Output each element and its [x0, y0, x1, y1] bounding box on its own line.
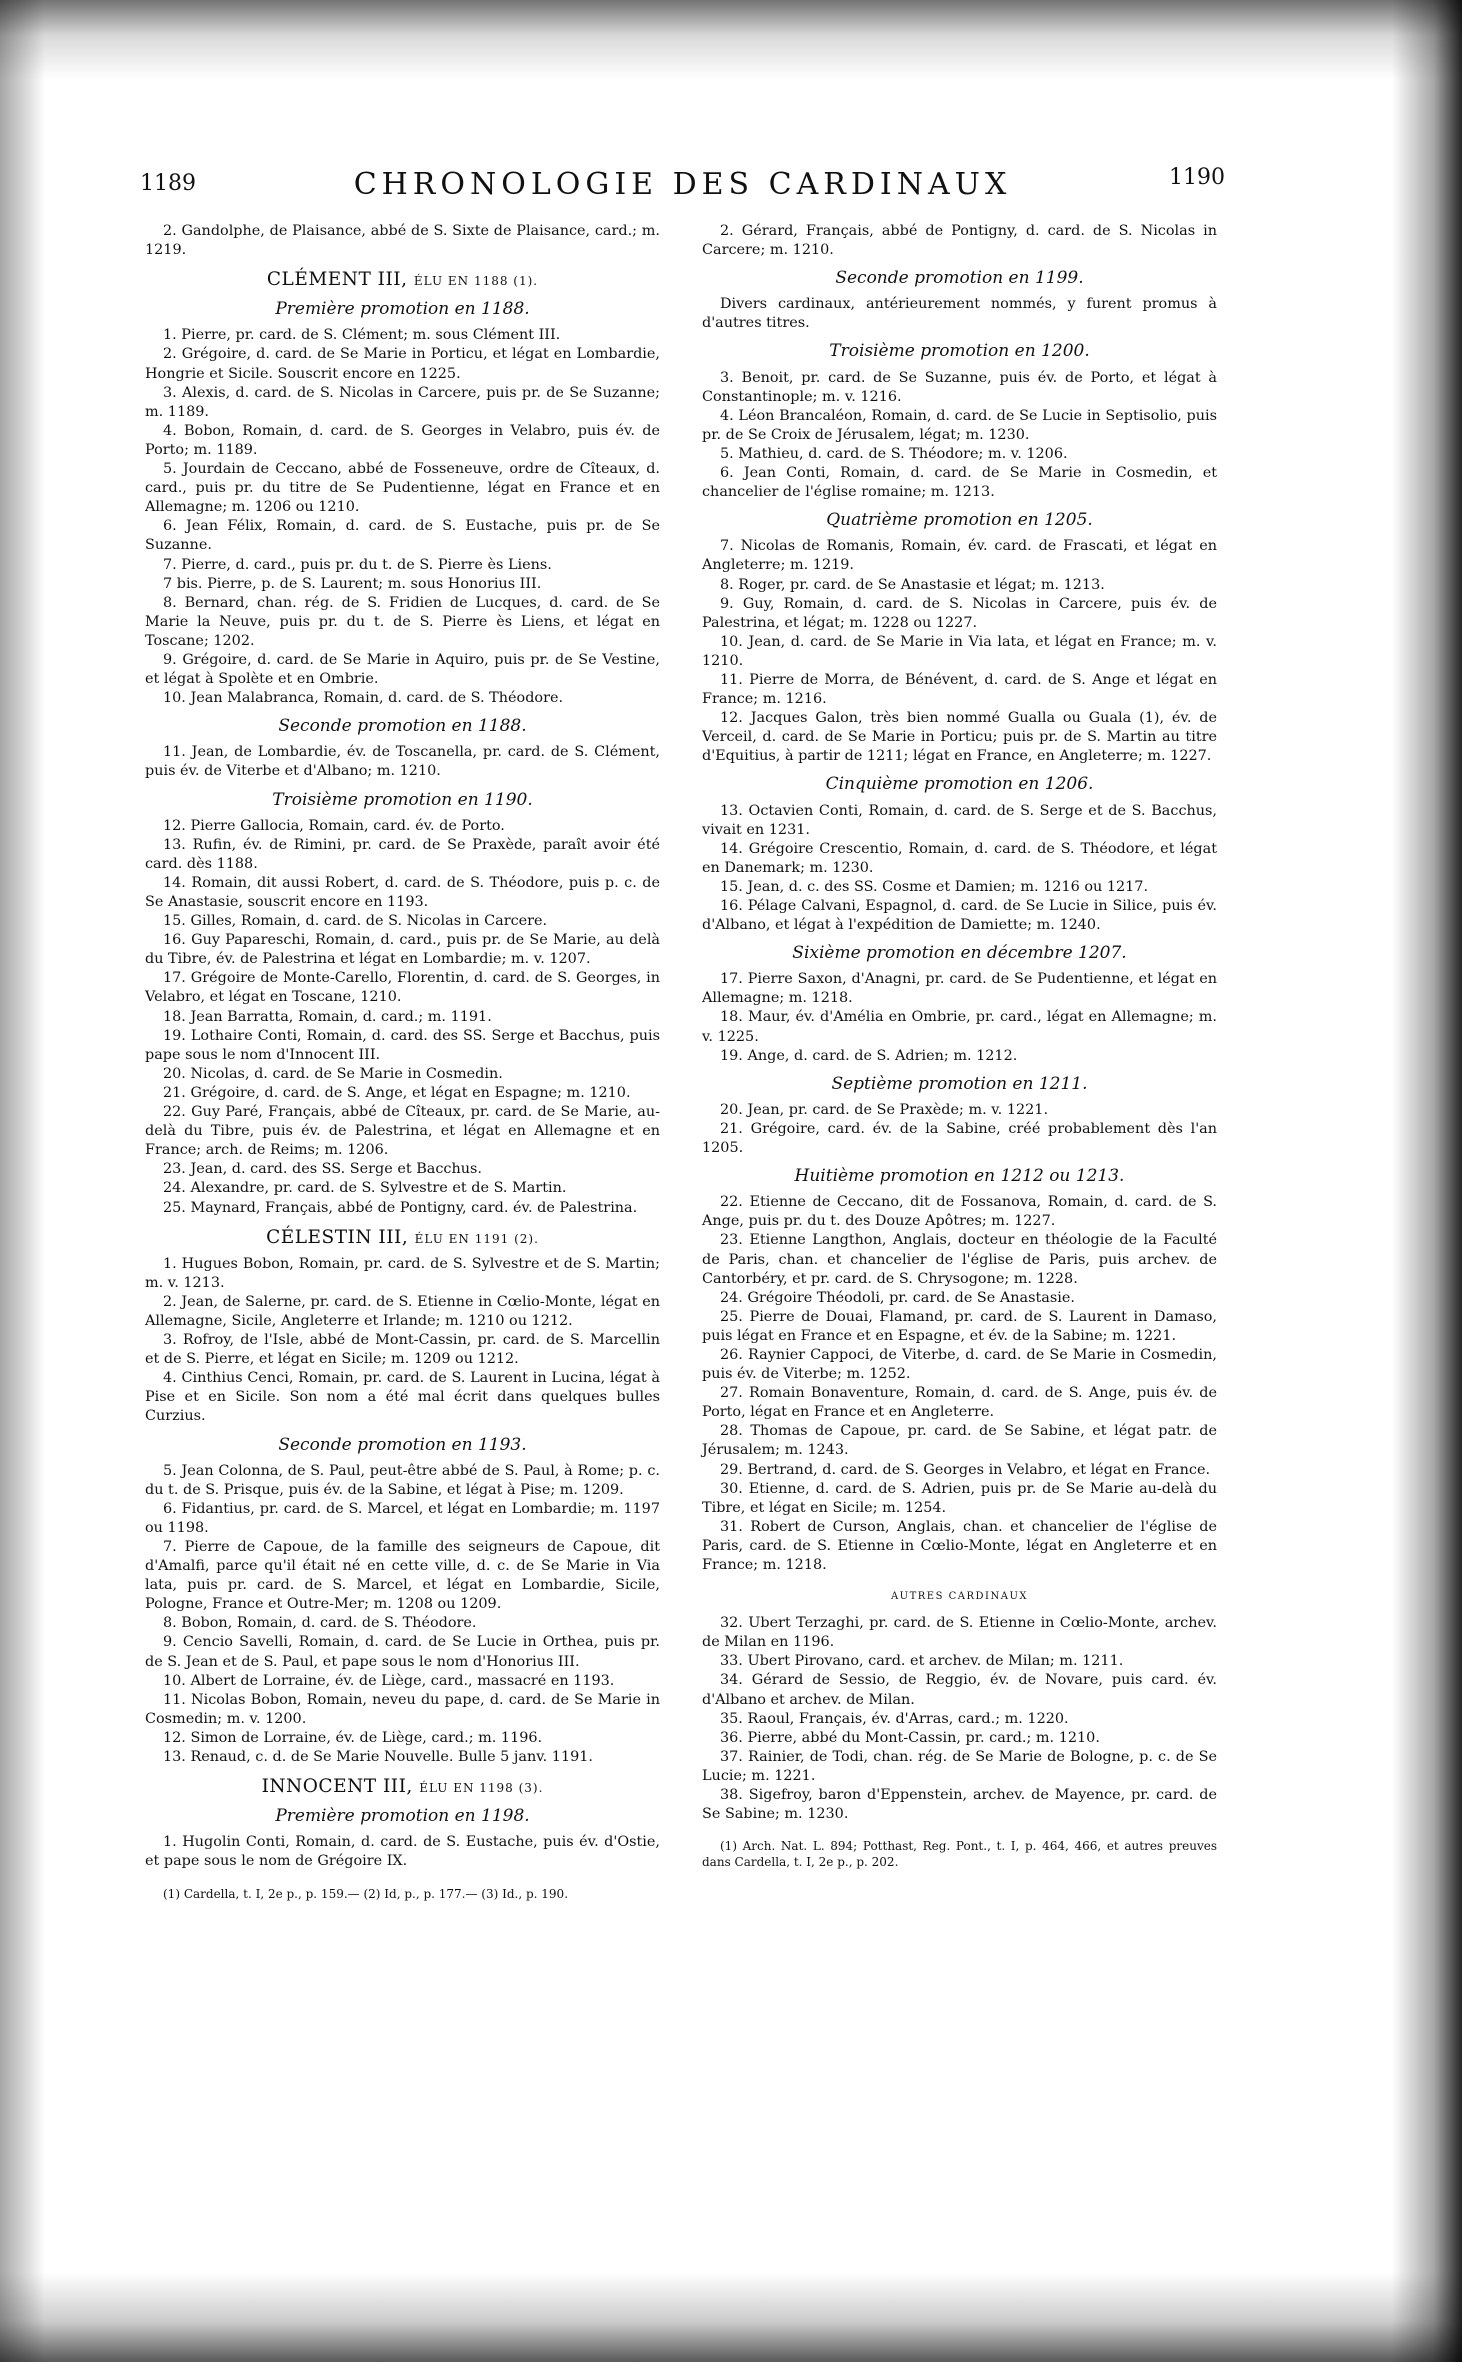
- entry: 26. Raynier Cappoci, de Viterbe, d. card. de Se Marie in Cosmedin, puis év. de Viterbe; m. 1252.: [702, 1346, 1217, 1383]
- entry: 9. Cencio Savelli, Romain, d. card. de Se Lucie in Orthea, puis pr. de S. Jean et de S. Paul, et pape sous le nom d'Honorius III.: [145, 1634, 660, 1670]
- entry: 21. Grégoire, d. card. de S. Ange, et légat en Espagne; m. 1210.: [163, 1084, 631, 1101]
- scan-edge-left: [0, 0, 45, 2362]
- entry: 12. Jacques Galon, très bien nommé Gualla ou Guala (1), év. de Verceil, d. card. de Se Marie in Porticu; puis pr. de S. Martin au titre d'Equitius, à partir de 1211; légat en France, en Angleterre; m. 1227.: [702, 710, 1217, 765]
- entry: 27. Romain Bonaventure, Romain, d. card. de S. Ange, puis év. de Porto, légat en France et en Angleterre.: [702, 1385, 1217, 1421]
- entry: 19. Lothaire Conti, Romain, d. card. des SS. Serge et Bacchus, puis pape sous le nom d'Innocent III.: [145, 1027, 660, 1063]
- right-sections: [702, 269, 1217, 1575]
- entry: 10. Jean Malabranca, Romain, d. card. de S. Théodore.: [163, 690, 564, 707]
- entry: 4. Bobon, Romain, d. card. de S. Georges in Velabro, puis év. de Porto; m. 1189.: [145, 422, 660, 458]
- entry: 10. Albert de Lorraine, év. de Liège, card., massacré en 1193.: [163, 1672, 615, 1689]
- entry: 6. Jean Félix, Romain, d. card. de S. Eustache, puis pr. de Se Suzanne.: [145, 518, 660, 554]
- section-heading: Septième promotion en 1211.: [831, 1073, 1088, 1094]
- entry: 2. Gandolphe, de Plaisance, abbé de S. Sixte de Plaisance, card.; m. 1219.: [145, 223, 660, 259]
- section-heading: Seconde promotion en 1188.: [278, 716, 527, 737]
- entry: Divers cardinaux, antérieurement nommés, y furent promus à d'autres titres.: [702, 296, 1217, 332]
- section-heading: Troisième promotion en 1200.: [829, 341, 1090, 362]
- entry: 6. Fidantius, pr. card. de S. Marcel, et légat en Lombardie; m. 1197 ou 1198.: [145, 1500, 660, 1536]
- entry: 25. Maynard, Français, abbé de Pontigny, card. év. de Palestrina.: [163, 1199, 638, 1216]
- entry: 24. Grégoire Théodoli, pr. card. de Se Anastasie.: [720, 1289, 1075, 1306]
- entry: 11. Pierre de Morra, de Bénévent, d. card. de S. Ange et légat en France; m. 1216.: [702, 671, 1217, 708]
- entry: 6. Jean Conti, Romain, d. card. de Se Marie in Cosmedin, et chancelier de l'église romaine; m. 1213.: [702, 465, 1217, 501]
- left-column: [145, 222, 660, 1902]
- page-number-left: 1189: [140, 171, 196, 196]
- pope-heading-celestin: CÉLESTIN III, ÉLU EN 1191 (2).: [266, 1226, 539, 1248]
- entry: 1. Hugues Bobon, Romain, pr. card. de S. Sylvestre et de S. Martin; m. v. 1213.: [145, 1255, 660, 1291]
- entry: 11. Jean, de Lombardie, év. de Toscanella, pr. card. de S. Clément, puis év. de Viterbe et d'Albano; m. 1210.: [145, 744, 660, 780]
- entry: 5. Mathieu, d. card. de S. Théodore; m. v. 1206.: [720, 445, 1068, 462]
- entry: 31. Robert de Curson, Anglais, chan. et chancelier de l'église de Paris, card. de S. Etienne in Cœlio-Monte, légat en Angleterre et en France; m. 1218.: [702, 1518, 1217, 1573]
- entry: 30. Etienne, d. card. de S. Adrien, puis pr. de Se Marie au-delà du Tibre, et légat en Sicile; m. 1254.: [702, 1480, 1217, 1516]
- entry: 25. Pierre de Douai, Flamand, pr. card. de S. Laurent in Damaso, puis légat en France et en Espagne, et év. de la Sabine; m. 1221.: [702, 1308, 1217, 1344]
- entry: 16. Pélage Calvani, Espagnol, d. card. de Se Lucie in Silice, puis év. d'Albano, et légat à l'expédition de Damiette; m. 1240.: [702, 898, 1217, 934]
- entry: 5. Jourdain de Ceccano, abbé de Fosseneuve, ordre de Cîteaux, d. card., puis pr. du titre de Se Pudentienne, légat en France et en Allemagne; m. 1206 ou 1210.: [145, 461, 660, 516]
- section-heading: Première promotion en 1198.: [275, 1806, 530, 1827]
- right-column: [702, 222, 1217, 1870]
- footnote-right: (1) Arch. Nat. L. 894; Potthast, Reg. Pont., t. I, p. 464, 466, et autres preuves dans Cardella, t. I, 2e p., p. 202.: [702, 1839, 1217, 1870]
- footnote-left: (1) Cardella, t. I, 2e p., p. 159.— (2) Id, p., p. 177.— (3) Id., p. 190.: [163, 1886, 569, 1901]
- entry: 15. Jean, d. c. des SS. Cosme et Damien; m. 1216 ou 1217.: [720, 878, 1149, 895]
- entry: 11. Nicolas Bobon, Romain, neveu du pape, d. card. de Se Marie in Cosmedin; m. v. 1200.: [145, 1691, 660, 1727]
- entry: 32. Ubert Terzaghi, pr. card. de S. Etienne in Cœlio-Monte, archev. de Milan en 1196.: [702, 1615, 1217, 1651]
- entry: 21. Grégoire, card. év. de la Sabine, créé probablement dès l'an 1205.: [702, 1120, 1217, 1157]
- entry: 7 bis. Pierre, p. de S. Laurent; m. sous Honorius III.: [163, 575, 542, 592]
- scan-edge-bottom: [0, 2272, 1462, 2362]
- section-heading: Seconde promotion en 1199.: [835, 268, 1084, 289]
- entry: 18. Maur, év. d'Amélia en Ombrie, pr. card., légat en Allemagne; m. v. 1225.: [702, 1009, 1217, 1045]
- entry: 2. Gérard, Français, abbé de Pontigny, d. card. de S. Nicolas in Carcere; m. 1210.: [702, 223, 1217, 259]
- entry: 37. Rainier, de Todi, chan. rég. de Se Marie de Bologne, p. c. de Se Lucie; m. 1221.: [702, 1748, 1217, 1784]
- entry: 17. Grégoire de Monte-Carello, Florentin, d. card. de S. Georges, in Velabro, et légat en Toscane, 1210.: [145, 970, 660, 1006]
- entry: 38. Sigefroy, baron d'Eppenstein, archev. de Mayence, pr. card. de Se Sabine; m. 1230.: [702, 1787, 1217, 1823]
- page-header: [140, 165, 1225, 205]
- entry: 9. Guy, Romain, d. card. de S. Nicolas in Carcere, puis év. de Palestrina, et légat; m. 1228 ou 1227.: [702, 595, 1217, 631]
- section-heading: Seconde promotion en 1193.: [278, 1434, 527, 1455]
- entry: 2. Grégoire, d. card. de Se Marie in Porticu, et légat en Lombardie, Hongrie et Sicile. Souscrit encore en 1225.: [145, 346, 660, 382]
- scan-edge-right: [1392, 0, 1462, 2362]
- entry: 15. Gilles, Romain, d. card. de S. Nicolas in Carcere.: [163, 913, 548, 930]
- entry: 23. Jean, d. card. des SS. Serge et Bacchus.: [163, 1161, 482, 1178]
- entry: 14. Romain, dit aussi Robert, d. card. de S. Théodore, puis p. c. de Se Anastasie, souscrit encore en 1193.: [145, 874, 660, 910]
- entry: 8. Bernard, chan. rég. de S. Fridien de Lucques, d. card. de Se Marie la Neuve, puis pr. du t. de S. Pierre ès Liens, et légat en Toscane; 1202.: [145, 594, 660, 649]
- entry: 3. Benoit, pr. card. de Se Suzanne, puis év. de Porto, et légat à Constantinople; m. v. 1216.: [702, 369, 1217, 405]
- page-title: CHRONOLOGIE DES CARDINAUX: [353, 167, 1012, 202]
- entry: 7. Pierre de Capoue, de la famille des seigneurs de Capoue, dit d'Amalfi, parce qu'il était né en cette ville, d. c. de Se Marie in Via lata, puis pr. card. de S. Marcel, et légat en Lombardie, Sicile, Pologne, France et Outre-Mer; m. 1208 ou 1209.: [145, 1539, 660, 1613]
- entry: 23. Etienne Langthon, Anglais, docteur en théologie de la Faculté de Paris, chan. et chancelier de l'église de Paris, puis archev. de Cantorbéry, et pr. card. de S. Chrysogone; m. 1228.: [702, 1232, 1217, 1287]
- section-heading: Première promotion en 1188.: [275, 299, 530, 320]
- entry: 3. Alexis, d. card. de S. Nicolas in Carcere, puis pr. de Se Suzanne; m. 1189.: [145, 384, 660, 420]
- entry: 12. Simon de Lorraine, év. de Liège, card.; m. 1196.: [163, 1729, 543, 1746]
- entry: 33. Ubert Pirovano, card. et archev. de Milan; m. 1211.: [720, 1653, 1124, 1670]
- entry: 10. Jean, d. card. de Se Marie in Via lata, et légat en France; m. v. 1210.: [702, 633, 1217, 669]
- celestin-entries: [145, 1462, 660, 1768]
- section-heading: Cinquième promotion en 1206.: [825, 774, 1094, 795]
- pope-heading-clement: CLÉMENT III, ÉLU EN 1188 (1).: [266, 269, 539, 291]
- entry: 18. Jean Barratta, Romain, d. card.; m. 1191.: [163, 1008, 492, 1025]
- scan-edge-top: [0, 0, 1462, 80]
- entry: 1. Hugolin Conti, Romain, d. card. de S. Eustache, puis év. d'Ostie, et pape sous le nom de Grégoire IX.: [145, 1834, 660, 1870]
- entry: 17. Pierre Saxon, d'Anagni, pr. card. de Se Pudentienne, et légat en Allemagne; m. 1218.: [702, 971, 1217, 1007]
- entry: 22. Guy Paré, Français, abbé de Cîteaux, pr. card. de Se Marie, au-delà du Tibre, puis év. de Palestrina, et légat en Allemagne et en France; arch. de Reims; m. 1206.: [145, 1104, 660, 1159]
- entry: 13. Renaud, c. d. de Se Marie Nouvelle. Bulle 5 janv. 1191.: [163, 1749, 593, 1766]
- entry: 16. Guy Papareschi, Romain, d. card., puis pr. de Se Marie, au delà du Tibre, év. de Palestrina et légat en Lombardie; m. v. 1207.: [145, 932, 660, 968]
- entry: 5. Jean Colonna, de S. Paul, peut-être abbé de S. Paul, à Rome; p. c. du t. de S. Prisque, puis év. de la Sabine, et légat à Pise; m. 1209.: [145, 1462, 660, 1498]
- entry: 14. Grégoire Crescentio, Romain, d. card. de S. Théodore, et légat en Danemark; m. 1230.: [702, 840, 1217, 876]
- entry: 4. Cinthius Cenci, Romain, pr. card. de S. Laurent in Lucina, légat à Pise et en Sicile. Son nom a été mal écrit dans quelques bulles Curzius.: [145, 1370, 660, 1425]
- autres-cardinaux-heading: AUTRES CARDINAUX: [890, 1591, 1029, 1603]
- entry: 22. Etienne de Ceccano, dit de Fossanova, Romain, d. card. de S. Ange, puis pr. du t. des Douze Apôtres; m. 1227.: [702, 1194, 1217, 1230]
- entry: 28. Thomas de Capoue, pr. card. de Se Sabine, et légat patr. de Jérusalem; m. 1243.: [702, 1423, 1217, 1459]
- section-heading: Troisième promotion en 1190.: [272, 789, 533, 810]
- entry: 24. Alexandre, pr. card. de S. Sylvestre et de S. Martin.: [163, 1180, 567, 1197]
- entry: 4. Léon Brancaléon, Romain, d. card. de Se Lucie in Septisolio, puis pr. de Se Croix de Jérusalem, légat; m. 1230.: [702, 407, 1217, 443]
- innocent-entries: [145, 1833, 660, 1871]
- pope-heading-innocent: INNOCENT III, ÉLU EN 1198 (3).: [261, 1776, 544, 1798]
- entry: 8. Bobon, Romain, d. card. de S. Théodore.: [163, 1615, 477, 1632]
- entry: 13. Octavien Conti, Romain, d. card. de S. Serge et de S. Bacchus, vivait en 1231.: [702, 802, 1217, 838]
- entry: 9. Grégoire, d. card. de Se Marie in Aquiro, puis pr. de Se Vestine, et légat à Spolète et en Ombrie.: [145, 651, 660, 688]
- entry: 12. Pierre Gallocia, Romain, card. év. de Porto.: [163, 817, 505, 834]
- entry: 29. Bertrand, d. card. de S. Georges in Velabro, et légat en France.: [720, 1461, 1211, 1478]
- entry: 34. Gérard de Sessio, de Reggio, év. de Novare, puis card. év. d'Albano et archev. de Milan.: [702, 1672, 1217, 1708]
- entry: 20. Nicolas, d. card. de Se Marie in Cosmedin.: [163, 1065, 503, 1082]
- autres-entries: [702, 1614, 1217, 1824]
- celestin-intro-entries: [145, 1255, 660, 1427]
- entry: 35. Raoul, Français, év. d'Arras, card.; m. 1220.: [720, 1710, 1069, 1727]
- section-heading: Sixième promotion en décembre 1207.: [792, 943, 1127, 964]
- entry: 36. Pierre, abbé du Mont-Cassin, pr. card.; m. 1210.: [720, 1729, 1100, 1746]
- section-heading: Huitième promotion en 1212 ou 1213.: [794, 1166, 1125, 1187]
- entry: 20. Jean, pr. card. de Se Praxède; m. v. 1221.: [720, 1101, 1049, 1118]
- entry: 1. Pierre, pr. card. de S. Clément; m. sous Clément III.: [163, 327, 561, 344]
- entry: 13. Rufin, év. de Rimini, pr. card. de Se Praxède, paraît avoir été card. dès 1188.: [145, 836, 660, 872]
- entry: 7. Nicolas de Romanis, Romain, év. card. de Frascati, et légat en Angleterre; m. 1219.: [702, 538, 1217, 574]
- entry: 8. Roger, pr. card. de Se Anastasie et légat; m. 1213.: [720, 576, 1105, 593]
- clement-sections: [145, 300, 660, 1217]
- section-heading: Quatrième promotion en 1205.: [826, 510, 1093, 531]
- entry: 3. Rofroy, de l'Isle, abbé de Mont-Cassin, pr. card. de S. Marcellin et de S. Pierre, et légat en Sicile; m. 1209 ou 1212.: [145, 1332, 660, 1368]
- page-number-right: 1190: [1169, 165, 1225, 190]
- entry: 2. Jean, de Salerne, pr. card. de S. Etienne in Cœlio-Monte, légat en Allemagne, Sicile, Angleterre et Irlande; m. 1210 ou 1212.: [145, 1293, 660, 1329]
- entry: 7. Pierre, d. card., puis pr. du t. de S. Pierre ès Liens.: [163, 556, 552, 573]
- entry: 19. Ange, d. card. de S. Adrien; m. 1212.: [720, 1047, 1018, 1064]
